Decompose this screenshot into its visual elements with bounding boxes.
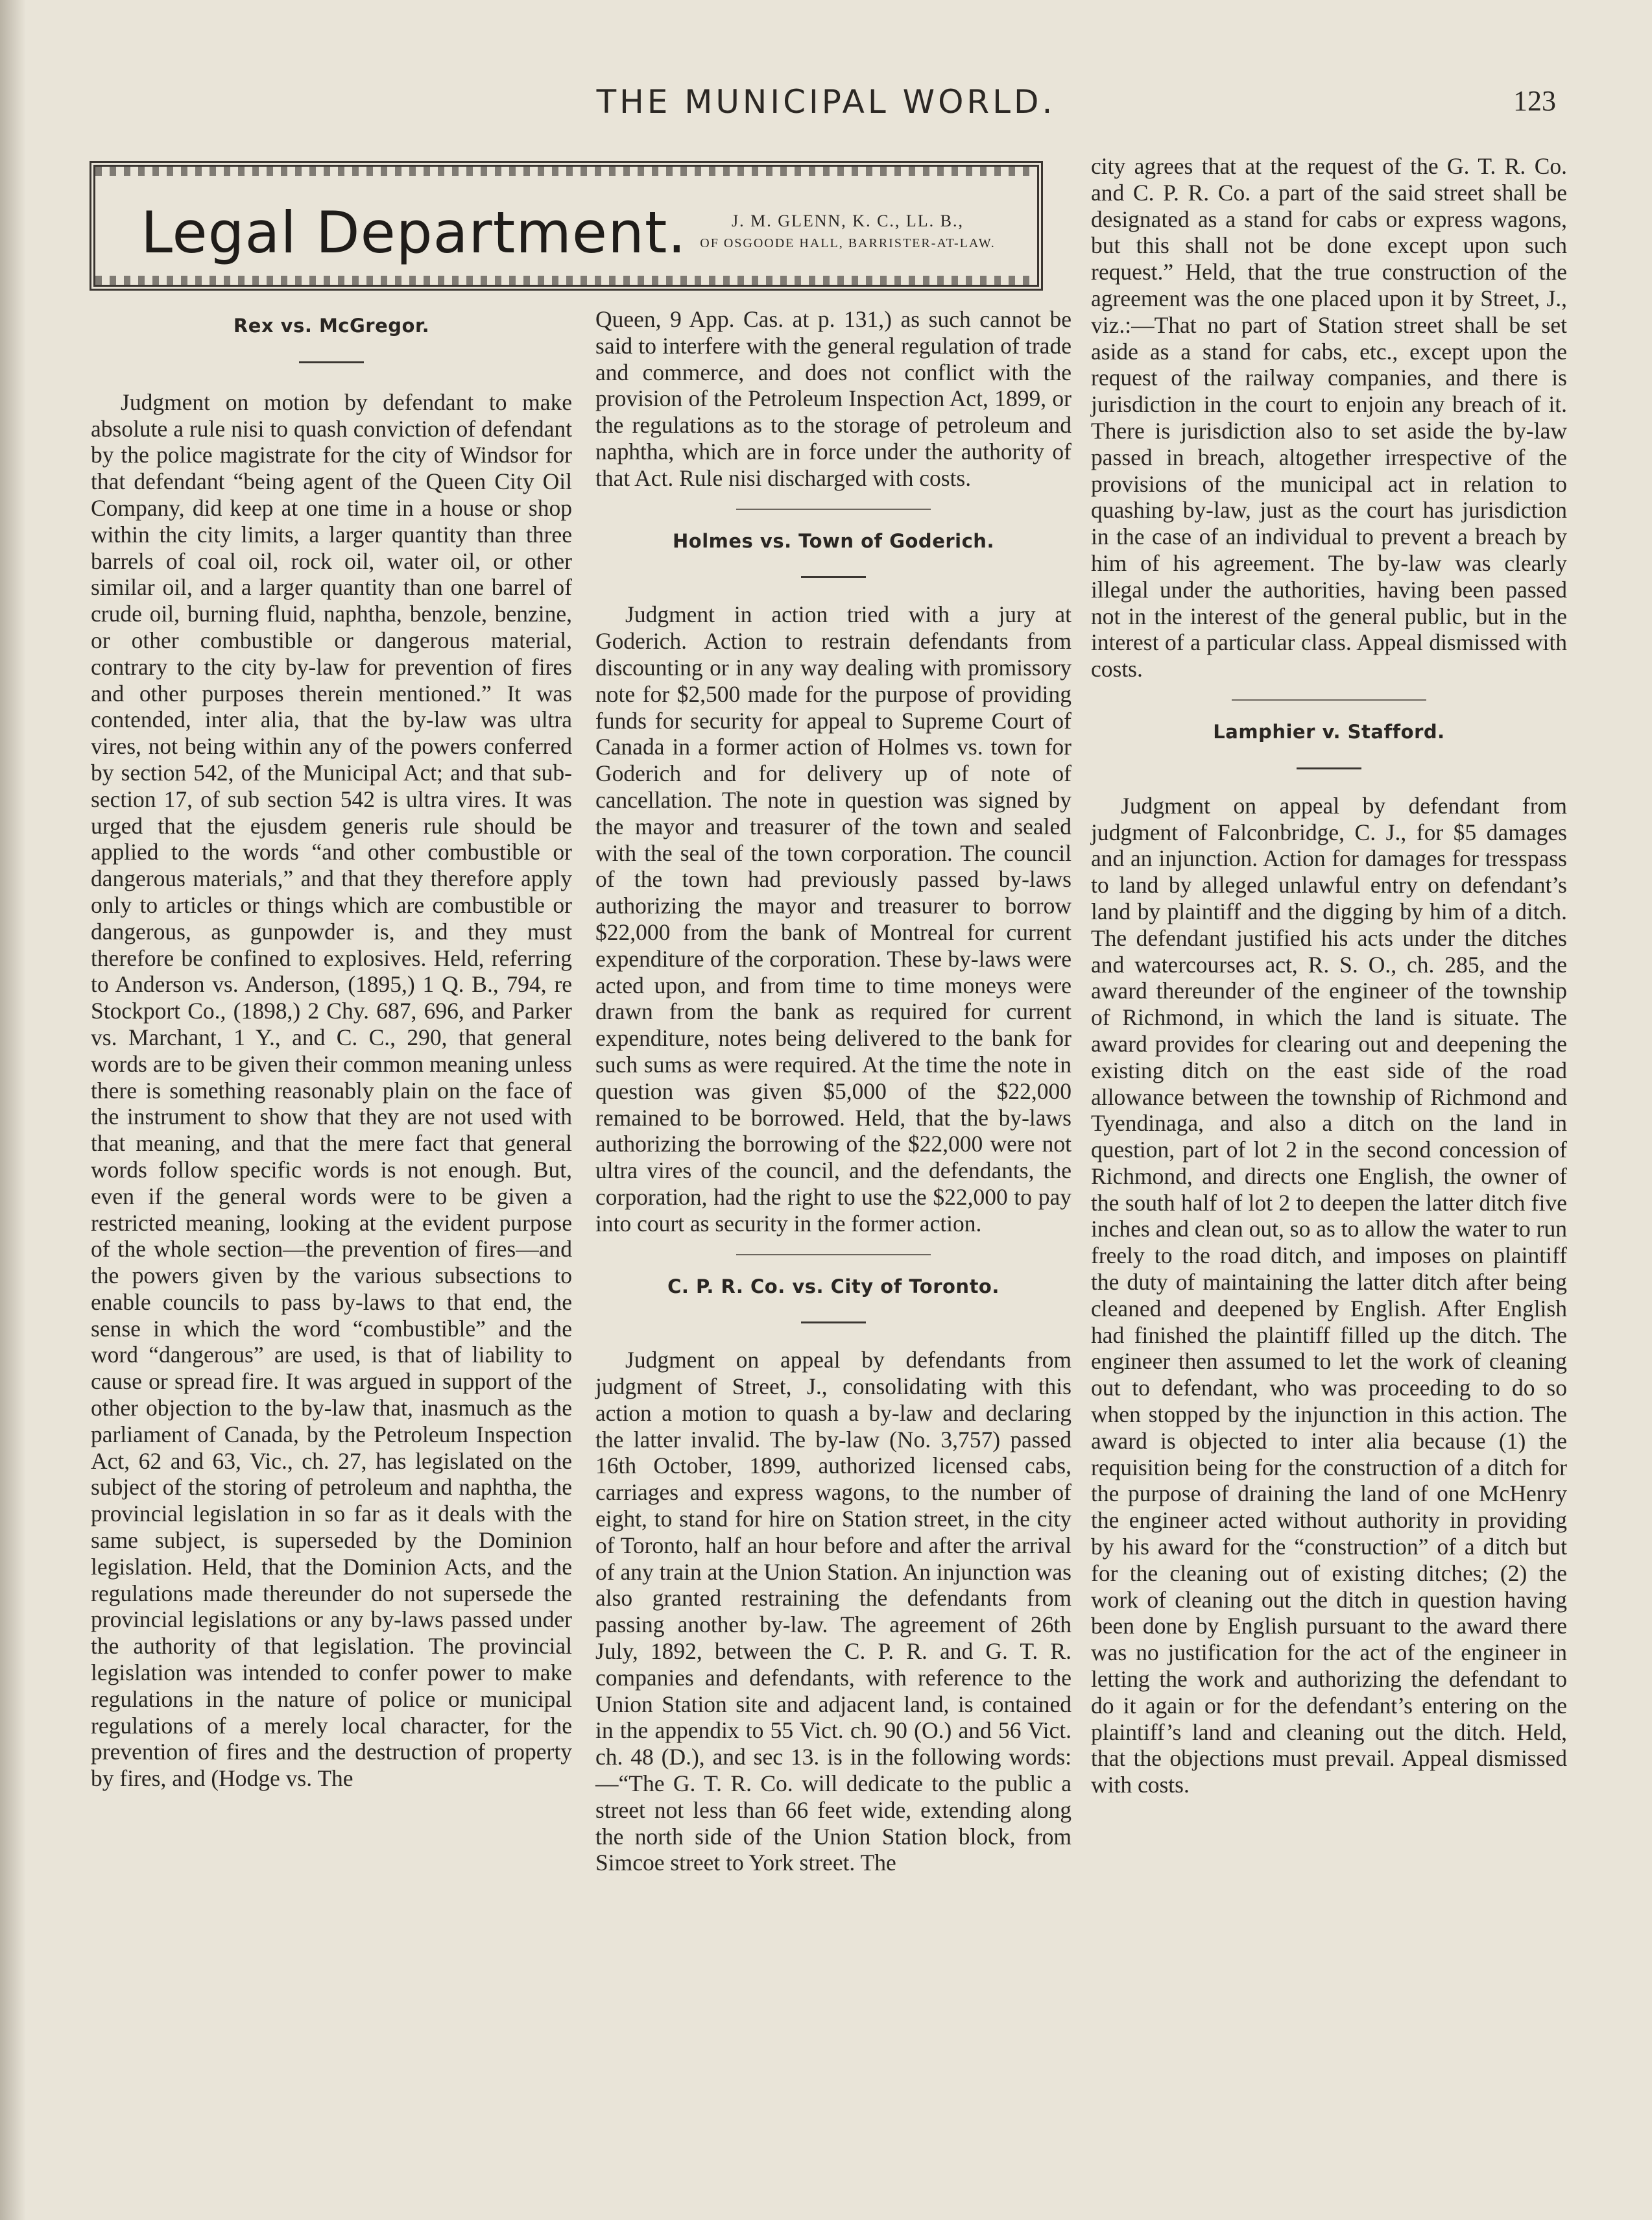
case-title-holmes-vs-goderich: Holmes vs. Town of Goderich.	[673, 529, 994, 552]
page-number: 123	[1513, 85, 1556, 117]
case-title-cpr-vs-toronto: C. P. R. Co. vs. City of Toronto.	[667, 1275, 1000, 1297]
column-left	[91, 313, 572, 1792]
section-byline	[666, 208, 1029, 253]
case-body-rex-vs-mcgregor: Judgment on motion by defendant to make absolute a rule nisi to quash conviction of defendant by the police magistrate for the city of Windsor for that defendant “being agent of the Queen City Oil Company, did keep at one time in a house or shop within the city limits, a larger quantity than three barrels of coal oil, rock oil, water oil, or other similar oil, and a larger quantity than one barrel of crude oil, burning fluid, naphtha, benzole, benzine, or other combustible or dangerous material, contrary to the city by-law for prevention of fires and other purposes therein mentioned.” It was contended, inter alia, that the by-law was ultra vires, not being within any of the powers conferred by section 542, of the Municipal Act; and that sub-section 17, of sub section 542 is ultra vires. It was urged that the ejusdem generis rule should be applied to the words “and other combustible or dangerous materials,” and that they therefore apply only to articles or things which are combustible or dangerous, as gunpowder is, and they must therefore be confined to explosives. Held, referring to Anderson vs. Anderson, (1895,) 1 Q. B., 794, re Stockport Co., (1898,) 2 Chy. 687, 696, and Parker vs. Marchant, 1 Y., and C. C., 290, that general words are to be given their common meaning unless there is something reasonably plain on the face of the instrument to show that they are not used with that meaning, and that the mere fact that general words follow specific words is not enough. But, even if the general words were to be given a restricted meaning, looking at the evident purpose of the whole section—the prevention of fires—and the powers given by the various subsections to enable councils to pass by-laws to that end, the sense in which the word “combustible” and the word “dangerous” are used, is that of liability to cause or spread fire. It was argued in support of the other objection to the by-law that, inasmuch as the parliament of Canada, by the Petroleum Inspection Act, 62 and 63, Vic., ch. 27, has legislated on the subject of the storing of petroleum and naphtha, the provincial legislation in so far as it deals with the same subject, is superseded by the Dominion legislation. Held, that the Dominion Acts, and the regulations made thereunder do not supersede the provincial legislations or any by-laws passed under the authority of that legislation. The provincial legislation was intended to confer power to make regulations in the nature of police or municipal regulations of a merely local character, for the prevention of fires and the destruction of property by fires, and (Hodge vs. The	[91, 389, 572, 1792]
author-name: J. M. GLENN, K. C., LL. B.,	[731, 211, 964, 230]
section-title: Legal Department.	[141, 199, 687, 266]
column-middle	[595, 306, 1071, 1876]
page-gutter-shadow	[0, 0, 26, 2220]
case-body-cpr-vs-toronto: Judgment on appeal by defendants from judgment of Street, J., consolidating with this action a motion to quash a by-law and declaring the latter invalid. The by-law (No. 3,757) passed 16th October, 1899, authorized licensed cabs, carriages and express wagons, to the number of eight, to stand for hire on Station street, in the city of Toronto, half an hour before and after the arrival of any train at the Union Station. An injunction was also granted restraining the defendants from passing another by-law. The agreement of 26th July, 1892, between the C. P. R. and G. T. R. companies and defendants, with reference to the Union Station site and adjacent land, is contained in the appendix to 55 Vict. ch. 90 (O.) and 56 Vict. ch. 48 (D.), and sec 13. is in the following words: —“The G. T. R. Co. will dedicate to the public a street not less than 66 feet wide, extending along the north side of the Union Station block, from Simcoe street to York street. The	[595, 1347, 1071, 1876]
running-head: THE MUNICIPAL WORLD.	[596, 83, 1056, 121]
author-credit: OF OSGOODE HALL, BARRISTER-AT-LAW.	[700, 236, 996, 250]
case-title-rex-vs-mcgregor: Rex vs. McGregor.	[233, 315, 430, 337]
case-title-lamphier-v-stafford: Lamphier v. Stafford.	[1213, 720, 1445, 743]
case-continuation-cpr-vs-toronto: city agrees that at the request of the G. T. R. Co. and C. P. R. Co. a part of the said street shall be designated as a stand for cabs or express wagons, but this shall not be done except upon such request.” Held, that the true construction of the agreement was the one placed upon it by Street, J., viz.:—That no part of Station street shall be set aside as a stand for cabs, etc., except upon the request of the railway companies, and there is jurisdiction in the court to enjoin any breach of it. There is jurisdiction also to set aside the by-law passed in breach, altogether irrespective of the provisions of the municipal act in relation to quashing by-law, just as the court has jurisdiction in the case of an individual to prevent a breach by him of his agreement. The by-law was clearly illegal under the authorities, having been passed not in the interest of the general public, but in the interest of a particular class. Appeal dismissed with costs.	[1091, 153, 1567, 682]
case-continuation-rex-vs-mcgregor: Queen, 9 App. Cas. at p. 131,) as such cannot be said to interfere with the general regulation of trade and commerce, and does not conflict with the provision of the Petroleum Inspection Act, 1899, or the regulations as to the storage of petroleum and naphtha, which are in force under the authority of that Act. Rule nisi discharged with costs.	[595, 306, 1071, 491]
column-right	[1091, 153, 1567, 1798]
section-masthead	[90, 161, 1043, 291]
case-body-holmes-vs-goderich: Judgment in action tried with a jury at Goderich. Action to restrain defendants from discounting or in any way dealing with promissory note for $2,500 made for the purpose of providing funds for security for appeal to Supreme Court of Canada in a former action of Holmes vs. town for Goderich and for delivery up of note of cancellation. The note in question was signed by the mayor and treasurer of the town and sealed with the seal of the town corporation. The council of the town had previously passed by-laws authorizing the mayor and treasurer to borrow $22,000 from the bank of Montreal for current expenditure of the corporation. These by-laws were acted upon, and from time to time moneys were drawn from the bank as required for current expenditure, notes being delivered to the bank for such sums as were required. At the time the note in question was given $5,000 of the $22,000 remained to be borrowed. Held, that the by-laws authorizing the borrowing of the $22,000 were not ultra vires of the council, and the defendants, the corporation, had the right to use the $22,000 to pay into court as security in the former action.	[595, 601, 1071, 1237]
case-body-lamphier-v-stafford: Judgment on appeal by defendant from judgment of Falconbridge, C. J., for $5 damages and an injunction. Action for damages for tresspass to land by alleged unlawful entry on defendant’s land by plaintiff and the digging by him of a ditch. The defendant justified his acts under the ditches and watercourses act, R. S. O., ch. 285, and the award thereunder of the engineer of the township of Richmond, in which the land is situate. The award provides for clearing out and deepening the existing ditch on the east side of the road allowance between the township of Richmond and Tyendinaga, and also a ditch on the land in question, part of lot 2 in the second concession of Richmond, and directs one English, the owner of the south half of lot 2 to deepen the latter ditch five inches and clean out, so as to allow the water to run freely to the road ditch, and imposes on plaintiff the duty of maintaining the latter ditch after being cleaned and deepened by English. After English had finished the plaintiff filled up the ditch. The engineer then assumed to let the work of cleaning out to defendant, who was proceeding to do so when stopped by the injunction in this action. The award is objected to inter alia because (1) the requisition being for the construction of a ditch for the purpose of draining the land of one McHenry the engineer acted without authority in providing by his award for the “construction” of a ditch but for the cleaning out of existing ditches; (2) the work of cleaning out the ditch in question having been done by English pursuant to the award there was no justification for the act of the engineer in letting the work and authorizing the defendant to do it again or for the defendant’s entering on the plaintiff’s land and cleaning out the ditch. Held, that the objections must prevail. Appeal dismissed with costs.	[1091, 792, 1567, 1798]
